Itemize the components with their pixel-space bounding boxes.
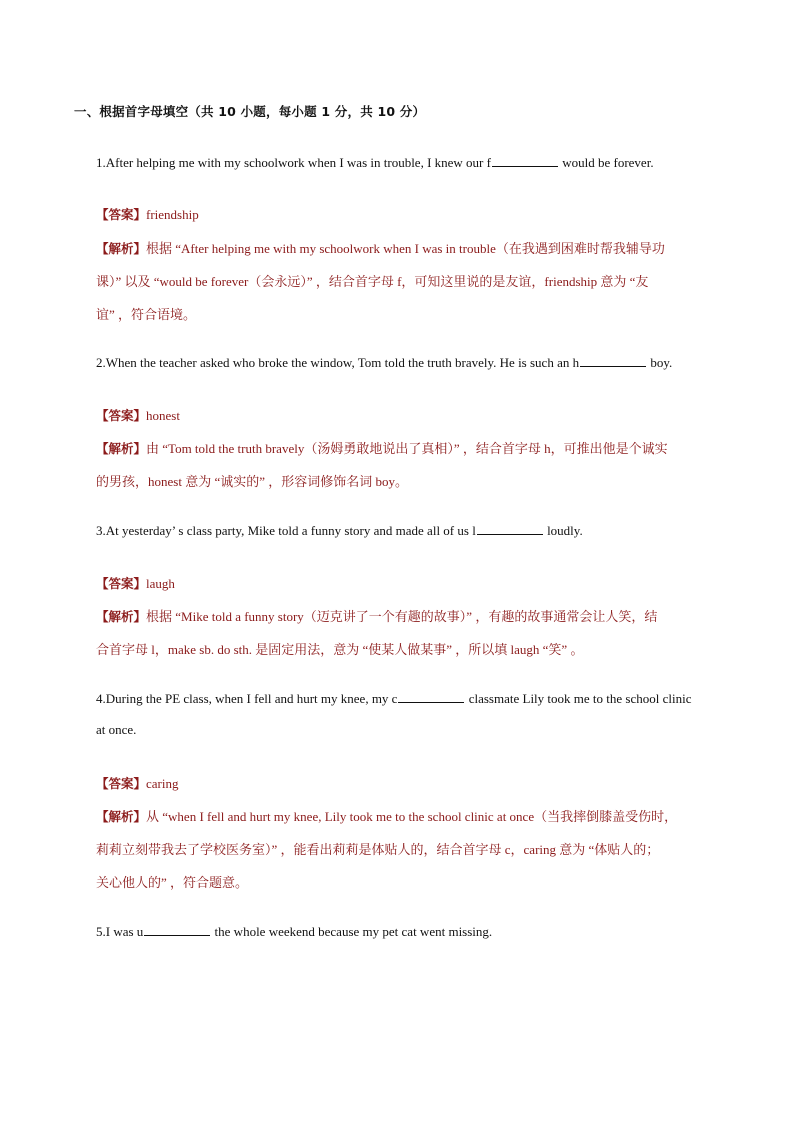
answer-tag: 【答案】 bbox=[96, 576, 147, 591]
question-2-blank bbox=[580, 354, 646, 367]
question-3-answer bbox=[96, 574, 175, 592]
question-4-analysis-line-2: 莉莉立刻带我去了学校医务室）” ，能看出莉莉是体贴人的，结合首字母 c，caring 意为 “体贴人的； bbox=[96, 842, 660, 857]
question-4-stem-line-2: at once. bbox=[96, 722, 137, 737]
question-1-analysis-line-3: 谊” ，符合语境。 bbox=[96, 307, 197, 322]
question-4-answer bbox=[96, 774, 179, 792]
question-1-analysis-line-1 bbox=[96, 238, 665, 257]
question-2-stem bbox=[96, 354, 672, 371]
answer-value: friendship bbox=[146, 207, 199, 222]
question-1-stem-after: would be forever. bbox=[558, 155, 654, 170]
question-1-analysis-line-2: 课）” 以及 “would be forever（会永远）” ，结合首字母 f，可知这里说的是友谊，friendship 意为 “友 bbox=[96, 274, 649, 289]
question-4-stem bbox=[96, 690, 691, 707]
question-2-stem-before: 2.When the teacher asked who broke the window, Tom told the truth bravely. He is such an h bbox=[96, 355, 580, 370]
question-4-stem-after: classmate Lily took me to the school clinic bbox=[465, 691, 692, 706]
question-2-analysis-line-1 bbox=[96, 438, 668, 457]
question-5-stem-after: the whole weekend because my pet cat went missing. bbox=[211, 924, 493, 939]
question-3-analysis-line-2: 合首字母 l，make sb. do sth. 是固定用法，意为 “使某人做某事” ，所以填 laugh “笑” 。 bbox=[96, 642, 584, 657]
analysis-tag: 【解析】 bbox=[96, 441, 147, 456]
question-5-stem bbox=[96, 923, 492, 940]
analysis-text: 从 “when I fell and hurt my knee, Lily took me to the school clinic at once（当我摔倒膝盖受伤时， bbox=[146, 809, 678, 824]
question-2-analysis-line-2: 的男孩，honest 意为 “诚实的” ，形容词修饰名词 boy。 bbox=[96, 474, 408, 489]
question-5-blank bbox=[144, 923, 210, 936]
question-4-stem-before: 4.During the PE class, when I fell and hurt my knee, my c bbox=[96, 691, 398, 706]
analysis-tag: 【解析】 bbox=[96, 809, 147, 824]
question-5-stem-before: 5.I was u bbox=[96, 924, 144, 939]
answer-tag: 【答案】 bbox=[96, 408, 147, 423]
question-4-blank bbox=[398, 690, 464, 703]
question-3-stem-before: 3.At yesterday’ s class party, Mike told a funny story and made all of us l bbox=[96, 523, 476, 538]
answer-tag: 【答案】 bbox=[96, 776, 147, 791]
question-1-stem bbox=[96, 154, 654, 171]
question-3-stem bbox=[96, 522, 583, 539]
question-2-stem-after: boy. bbox=[647, 355, 673, 370]
analysis-tag: 【解析】 bbox=[96, 609, 147, 624]
analysis-text: 根据 “Mike told a funny story（迈克讲了一个有趣的故事）” ，有趣的故事通常会让人笑，结 bbox=[146, 609, 658, 624]
answer-value: honest bbox=[146, 408, 180, 423]
question-3-stem-after: loudly. bbox=[543, 523, 583, 538]
answer-value: laugh bbox=[146, 576, 175, 591]
question-4-analysis-line-1 bbox=[96, 806, 677, 825]
question-1-blank bbox=[492, 154, 558, 167]
analysis-text: 根据 “After helping me with my schoolwork when I was in trouble（在我遇到困难时帮我辅导功 bbox=[146, 241, 665, 256]
section-title: 一、根据首字母填空（共 10 小题，每小题 1 分，共 10 分） bbox=[74, 104, 426, 119]
question-1-stem-before: 1.After helping me with my schoolwork when I was in trouble, I knew our f bbox=[96, 155, 491, 170]
question-3-blank bbox=[477, 522, 543, 535]
answer-tag: 【答案】 bbox=[96, 207, 147, 222]
question-2-answer bbox=[96, 406, 180, 424]
answer-value: caring bbox=[146, 776, 179, 791]
question-3-analysis-line-1 bbox=[96, 606, 657, 625]
question-1-answer bbox=[96, 205, 199, 223]
question-4-analysis-line-3: 关心他人的” ，符合题意。 bbox=[96, 875, 249, 890]
analysis-tag: 【解析】 bbox=[96, 241, 147, 256]
analysis-text: 由 “Tom told the truth bravely（汤姆勇敢地说出了真相）” ，结合首字母 h，可推出他是个诚实 bbox=[146, 441, 668, 456]
